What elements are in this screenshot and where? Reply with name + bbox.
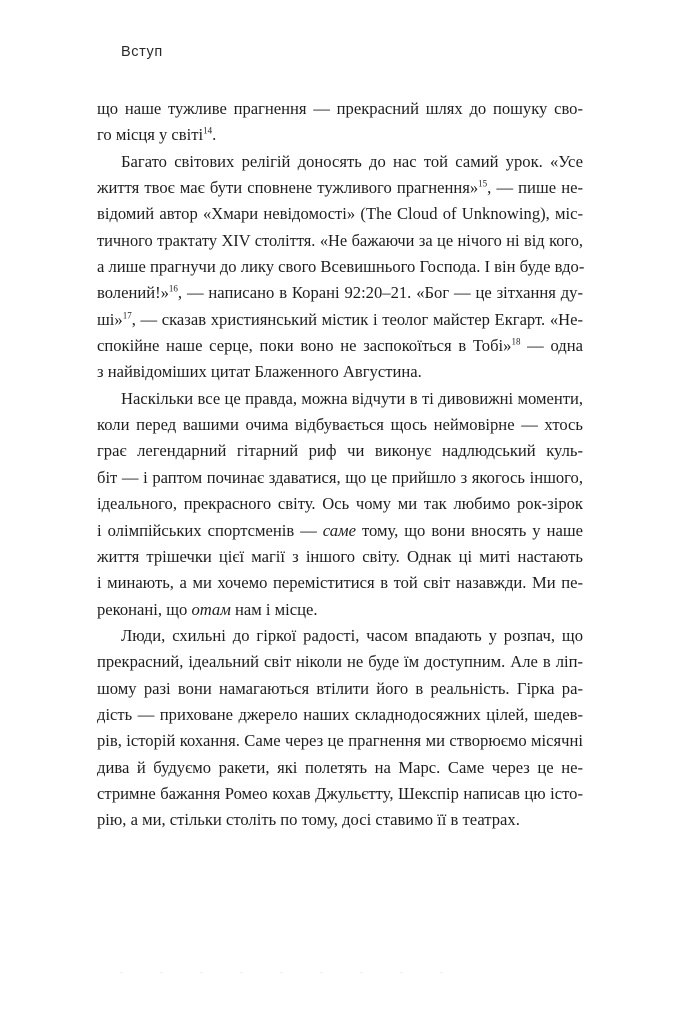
text-segment: Люди, схильні до гіркої радості, часом впадають у розпач, що [121, 625, 583, 645]
text-segment: — одна [520, 336, 583, 356]
text-line [97, 570, 583, 596]
text-segment: і минають, а ми хочемо переміститися в той світ назавжди. Ми пе- [97, 573, 583, 593]
text-segment: відомий автор «Хмари невідомості» (The Cloud of Unknowing), міс- [97, 204, 583, 224]
text-line [97, 412, 583, 438]
text-segment: рів, історій кохання. Саме через це прагнення ми створюємо місячні [97, 731, 583, 751]
text-line [97, 649, 583, 675]
text-segment: спокійне наше серце, поки воно не заспокоїться в Тобі» [97, 336, 512, 356]
text-line [97, 728, 583, 754]
text-line [97, 122, 583, 148]
text-line [97, 254, 583, 280]
text-segment: і олімпійських спортсменів — [97, 520, 323, 540]
text-segment: реконані, що [97, 599, 192, 619]
text-line [97, 807, 583, 833]
text-segment: тому, що вони вносять у наше [355, 520, 583, 540]
text-segment: грає легендарний гітарний риф чи виконує надлюдський куль- [97, 441, 583, 461]
body-text [97, 96, 583, 834]
text-segment: , — пише не- [487, 178, 583, 198]
text-segment: ідеального, прекрасного світу. Ось чому ми так любимо рок-зірок [97, 494, 583, 514]
text-line [97, 201, 583, 227]
text-line [97, 280, 583, 306]
text-segment: шому разі вони намагаються втілити його в реальність. Гірка ра- [97, 678, 583, 698]
text-line [97, 386, 583, 412]
footnote-ref: 18 [511, 336, 521, 347]
text-segment: коли перед вашими очима відбувається щось неймовірне — хтось [97, 415, 583, 435]
text-line [97, 175, 583, 201]
text-segment: волений!» [97, 283, 169, 303]
text-segment: прекрасний, ідеальний світ ніколи не буде їм доступним. Але в ліп- [97, 652, 583, 672]
emphasis-text: отам [191, 599, 231, 619]
text-segment: життя трішечки цієї магії з іншого світу. Однак ці миті настають [97, 546, 583, 566]
text-line [97, 465, 583, 491]
paragraph [97, 149, 583, 386]
text-line [97, 702, 583, 728]
paragraph [97, 96, 583, 149]
text-segment: дість — приховане джерело наших складнодосяжних цілей, шедев- [97, 704, 583, 724]
text-segment: ші» [97, 309, 123, 329]
text-line [97, 491, 583, 517]
running-header: Вступ [121, 44, 163, 60]
page-bottom-artifact [120, 972, 480, 973]
text-line [97, 623, 583, 649]
text-line [97, 438, 583, 464]
text-segment: . [212, 125, 217, 145]
text-segment: , — написано в Корані 92:20–21. «Бог — це зітхання ду- [177, 283, 583, 303]
footnote-ref: 17 [122, 310, 132, 321]
text-line [97, 597, 583, 623]
text-line [97, 333, 583, 359]
text-segment: біт — і раптом починає здаватися, що це прийшло з якогось іншого, [97, 467, 583, 487]
text-line [97, 676, 583, 702]
text-segment: , — сказав християнський містик і теолог майстер Екгарт. «Не- [131, 309, 583, 329]
footnote-ref: 15 [478, 178, 488, 189]
paragraph [97, 386, 583, 623]
text-segment: го місця у світі [97, 125, 204, 145]
text-line [97, 755, 583, 781]
footnote-ref: 16 [168, 283, 178, 294]
text-segment: Багато світових релігій доносять до нас той самий урок. «Усе [121, 151, 583, 171]
text-segment: рію, а ми, стільки століть по тому, досі ставимо її в театрах. [97, 810, 520, 830]
text-segment: життя твоє має бути сповнене тужливого прагнення» [97, 178, 479, 198]
text-line [97, 149, 583, 175]
text-segment: тичного трактату XIV століття. «Не бажаючи за це нічого ні від кого, [97, 230, 583, 250]
text-line [97, 307, 583, 333]
text-segment: з найвідоміших цитат Блаженного Августина. [97, 362, 422, 382]
text-segment: а лише прагнучи до лику свого Всевишнього Господа. І він буде вдо- [97, 257, 585, 277]
emphasis-text: саме [322, 520, 356, 540]
footnote-ref: 14 [203, 125, 213, 136]
paragraph [97, 623, 583, 834]
text-line [97, 359, 583, 385]
text-line [97, 781, 583, 807]
text-line [97, 96, 583, 122]
text-line [97, 544, 583, 570]
text-line [97, 518, 583, 544]
text-segment: нам і місце. [230, 599, 318, 619]
text-segment: що наше тужливе прагнення — прекрасний шлях до пошуку сво- [97, 99, 583, 118]
text-segment: стримне бажання Ромео кохав Джульєтту, Шекспір написав цю істо- [97, 783, 583, 803]
text-line [97, 228, 583, 254]
text-segment: дива й будуємо ракети, які полетять на Марс. Саме через це не- [97, 757, 583, 777]
text-segment: Наскільки все це правда, можна відчути в ті дивовижні моменти, [121, 388, 583, 408]
